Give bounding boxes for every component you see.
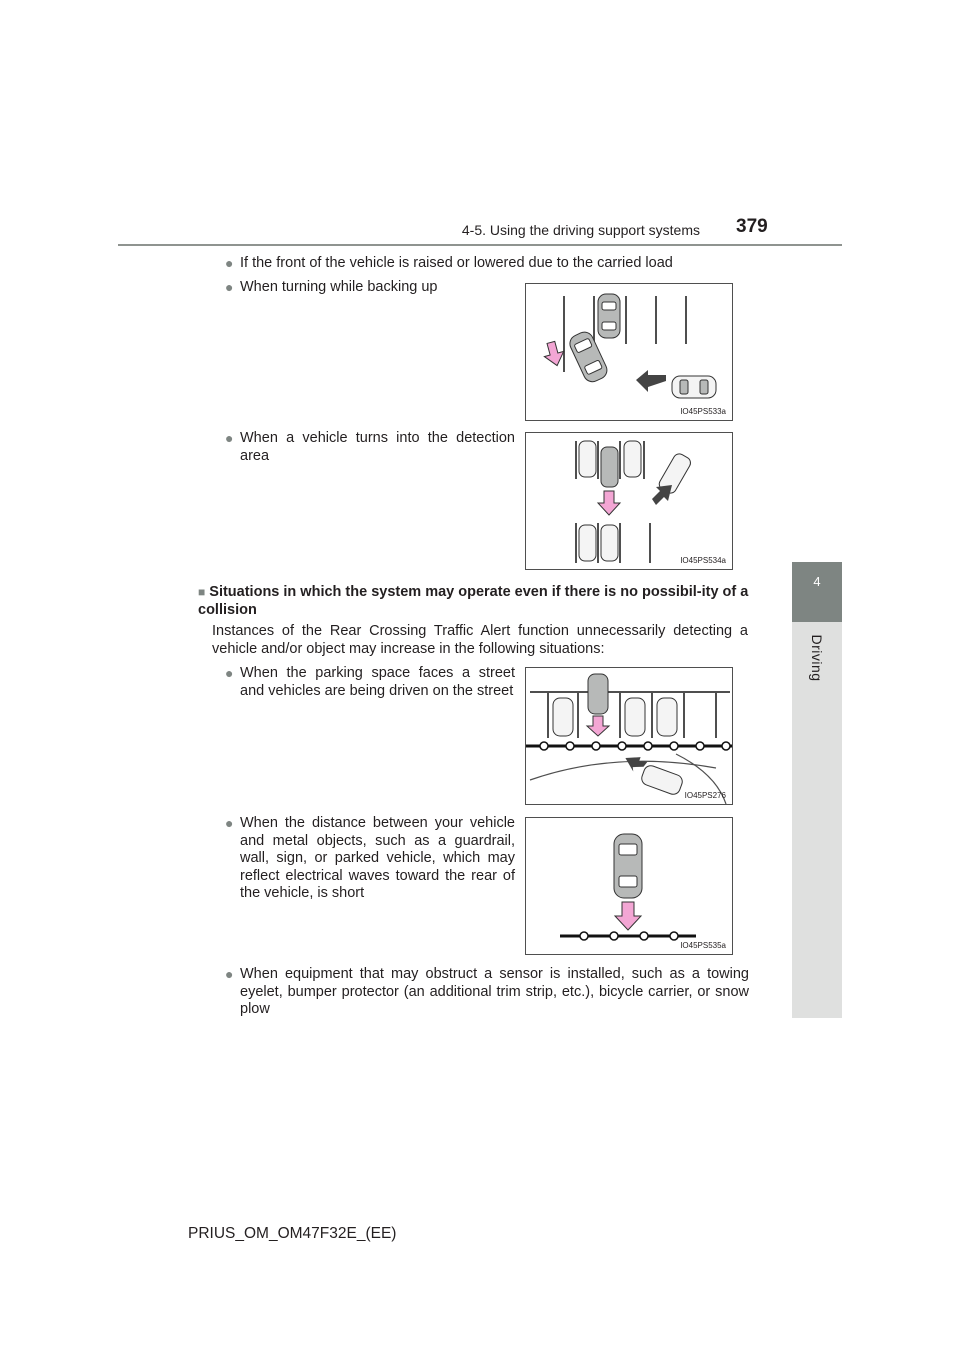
figure-street-facing — [525, 667, 733, 805]
figure-code: IO45PS535a — [680, 941, 726, 950]
parking-illustration-2 — [526, 433, 732, 569]
bullet-icon: ● — [225, 966, 234, 982]
chapter-label: Driving — [809, 634, 825, 682]
section-title: 4-5. Using the driving support systems — [461, 222, 700, 238]
crossing-car — [672, 376, 716, 398]
bullet-icon: ● — [225, 430, 234, 446]
parking-illustration-1 — [526, 284, 732, 420]
list-item: ● When equipment that may obstruct a sensor is installed, such as a towing eyelet, bumper protector (an additional trim strip, etc.), bicycle carrier, or snow plow — [225, 966, 749, 1017]
list-item: ● When a vehicle turns into the detection area — [225, 430, 515, 464]
page-number: 379 — [736, 216, 768, 237]
figure-code: IO45PS533a — [680, 407, 726, 416]
square-bullet-icon: ■ — [198, 585, 206, 599]
figure-turning-into-area — [525, 432, 733, 570]
bullet-icon: ● — [225, 255, 234, 271]
intro-paragraph: Instances of the Rear Crossing Traffic Alert function unnecessarily detecting a vehicle and/or object may increase in the following situations: — [212, 623, 748, 657]
list-item: ● When the distance between your vehicle and metal objects, such as a guardrail, wall, sign, or parked vehicle, which may reflect electrical waves toward the rear of the vehicle, is short — [225, 815, 515, 901]
list-item: ● When the parking space faces a street and vehicles are being driven on the street — [225, 665, 515, 699]
list-item: ● When turning while backing up — [225, 279, 438, 295]
figure-code: IO45PS534a — [680, 556, 726, 565]
figure-code: IO45PS276 — [684, 791, 726, 800]
subheading: ■ Situations in which the system may operate even if there is no possibil-ity of a collision — [198, 584, 749, 618]
parking-illustration-4 — [526, 818, 732, 954]
list-item: ● If the front of the vehicle is raised or lowered due to the carried load — [225, 255, 673, 271]
parked-car — [598, 294, 620, 338]
chapter-number: 4 — [813, 574, 821, 589]
document-code: PRIUS_OM_OM47F32E_(EE) — [188, 1225, 397, 1242]
figure-turning-backing — [525, 283, 733, 421]
bullet-icon: ● — [225, 279, 234, 295]
figure-metal-objects — [525, 817, 733, 955]
bullet-icon: ● — [225, 665, 234, 681]
parking-illustration-3 — [526, 668, 732, 804]
bullet-icon: ● — [225, 815, 234, 831]
header-divider — [118, 244, 842, 246]
